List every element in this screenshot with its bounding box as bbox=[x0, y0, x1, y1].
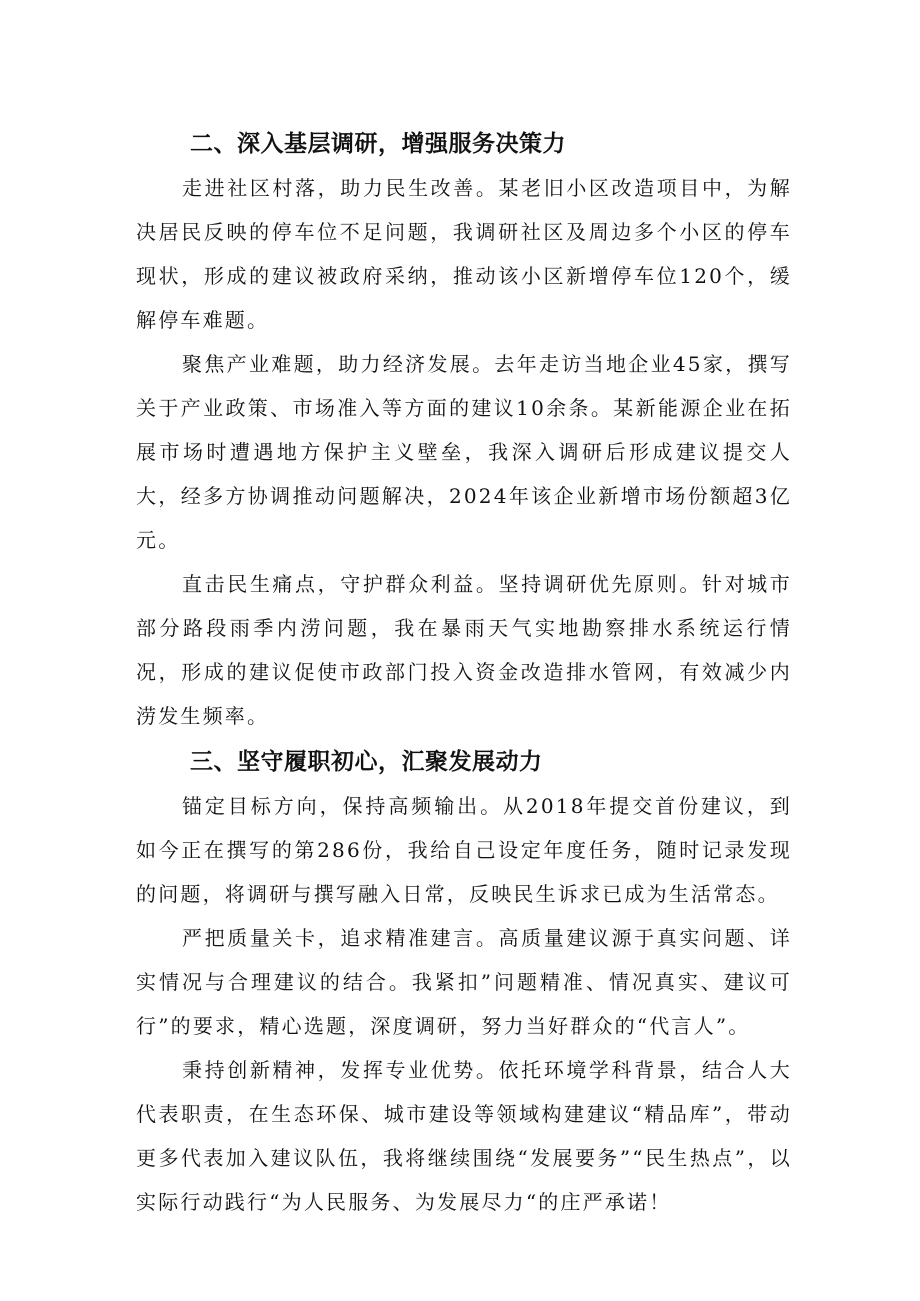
section-3-paragraph-3: 秉持创新精神，发挥专业优势。依托环境学科背景，结合人大代表职责，在生态环保、城市建设等领域构建建议“精品库”，带动更多代表加入建议队伍，我将继续围绕“发展要务”“民生热点”，以实际行动践行“为人民服务、为发展尽力“的庄严承诺！ bbox=[136, 1058, 792, 1214]
section-3-heading: 三、坚守履职初心，汇聚发展动力 bbox=[190, 749, 543, 775]
section-2-heading: 二、深入基层调研，增强服务决策力 bbox=[190, 131, 566, 157]
document-body bbox=[136, 122, 792, 1224]
section-2-paragraph-1: 走进社区村落，助力民生改善。某老旧小区改造项目中，为解决居民反映的停车位不足问题，我调研社区及周边多个小区的停车现状，形成的建议被政府采纳，推动该小区新增停车位120个，缓解停车难题。 bbox=[136, 176, 792, 332]
section-2-paragraph-2: 聚焦产业难题，助力经济发展。去年走访当地企业45家，撰写关于产业政策、市场准入等方面的建议10余条。某新能源企业在拓展市场时遭遇地方保护主义壁垒，我深入调研后形成建议提交人大，经多方协调推动问题解决，2024年该企业新增市场份额超3亿元。 bbox=[136, 352, 792, 552]
section-3-paragraph-2: 严把质量关卡，追求精准建言。高质量建议源于真实问题、详实情况与合理建议的结合。我紧扣”问题精准、情况真实、建议可行”的要求，精心选题，深度调研，努力当好群众的“代言人”。 bbox=[136, 926, 792, 1038]
section-3-paragraph-1: 锚定目标方向，保持高频输出。从2018年提交首份建议，到如今正在撰写的第286份，我给自己设定年度任务，随时记录发现的问题，将调研与撰写融入日常，反映民生诉求已成为生活常态。 bbox=[136, 794, 792, 906]
section-2-paragraph-3: 直击民生痛点，守护群众利益。坚持调研优先原则。针对城市部分路段雨季内涝问题，我在暴雨天气实地勘察排水系统运行情况，形成的建议促使市政部门投入资金改造排水管网，有效减少内涝发生频率。 bbox=[136, 572, 792, 728]
